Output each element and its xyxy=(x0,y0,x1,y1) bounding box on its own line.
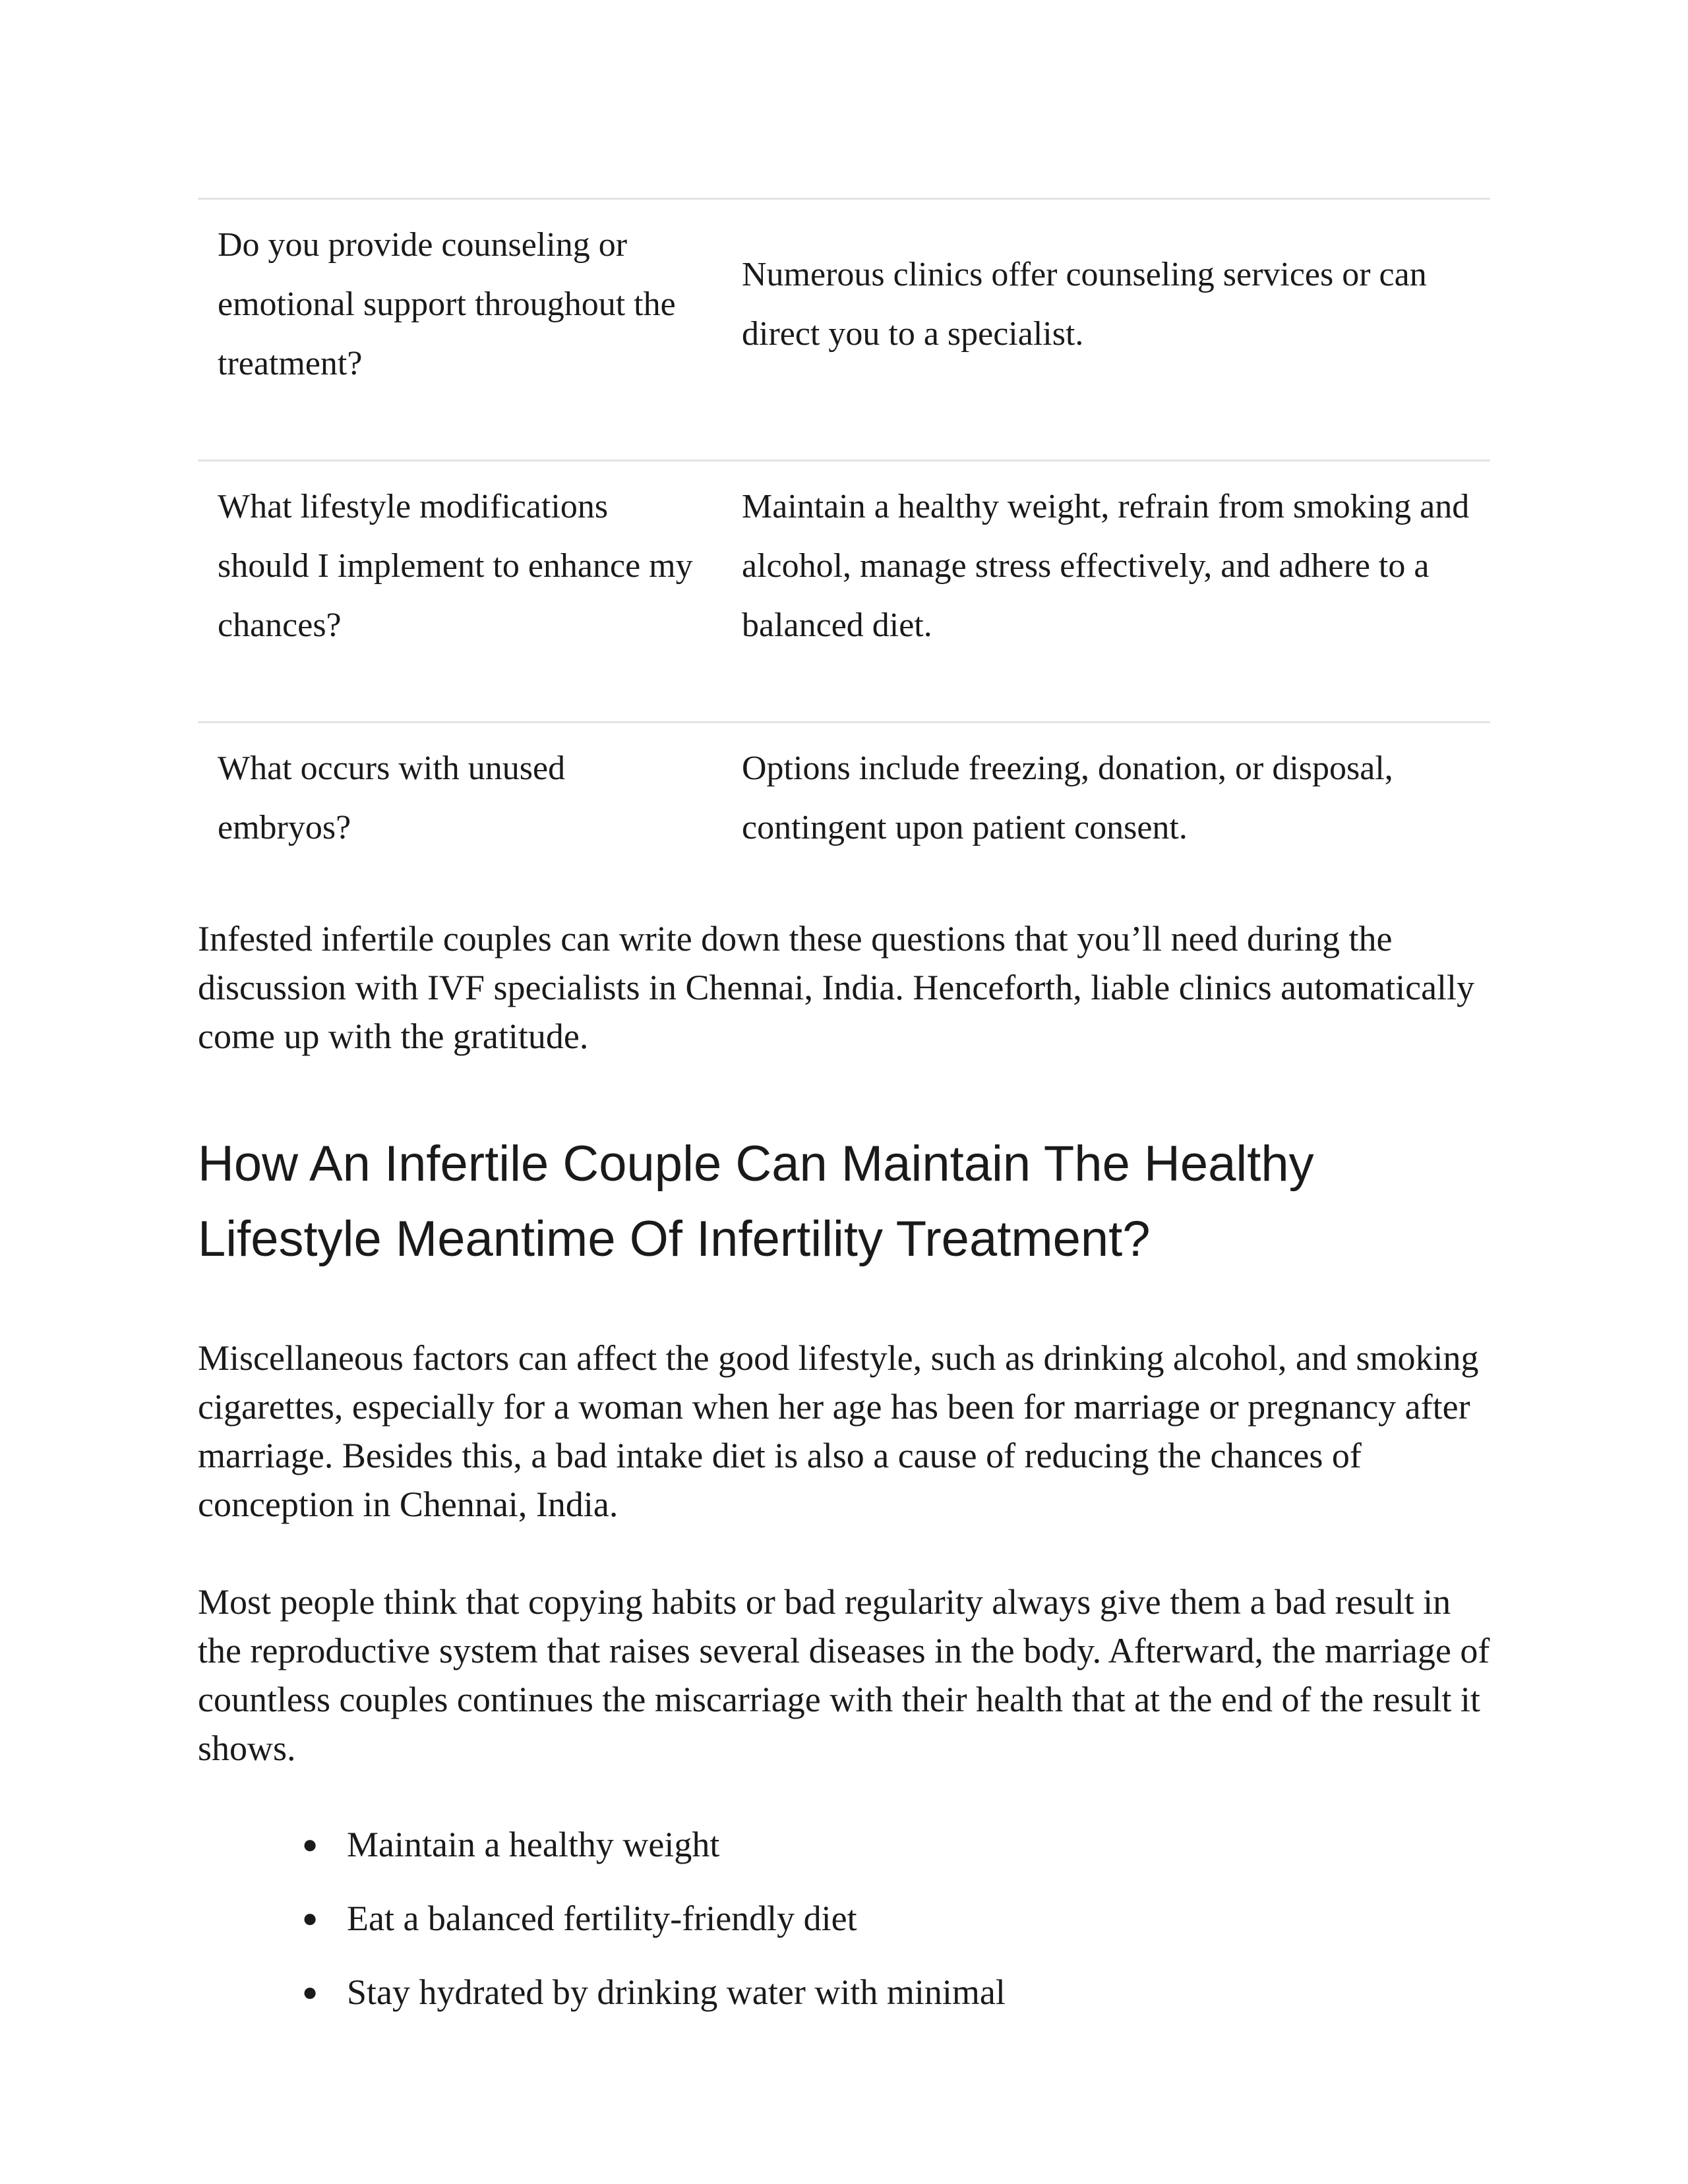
table-row xyxy=(198,461,1490,723)
faq-table xyxy=(198,198,1490,887)
body-paragraph: Miscellaneous factors can affect the good lifestyle, such as drinking alcohol, and smoking cigarettes, especially for a woman when her age has been for marriage or pregnancy after marriage. Besides this, a bad intake diet is also a cause of reducing the chances of conception in Chennai, India. xyxy=(198,1338,1479,1524)
faq-answer: Maintain a healthy weight, refrain from smoking and alcohol, manage stress effectively, and adhere to a balanced diet. xyxy=(742,488,1470,644)
faq-question: What lifestyle modifications should I implement to enhance my chances? xyxy=(218,488,693,644)
bullet-icon: ● xyxy=(302,1829,318,1859)
table-row xyxy=(198,199,1490,461)
bullet-icon: ● xyxy=(302,1977,318,2007)
lifestyle-tips-list xyxy=(198,1820,1490,2017)
intro-paragraph: Infested infertile couples can write down these questions that you’ll need during the discussion with IVF specialists in Chennai, India. Henceforth, liable clinics automatically come up with the gratitude. xyxy=(198,919,1475,1056)
table-row xyxy=(198,723,1490,887)
list-item xyxy=(198,1820,1490,1869)
list-item xyxy=(198,1894,1490,1943)
faq-answer: Numerous clinics offer counseling services or can direct you to a specialist. xyxy=(742,256,1427,353)
section-heading: How An Infertile Couple Can Maintain The Healthy Lifestyle Meantime Of Infertility Treatment? xyxy=(198,1136,1314,1267)
list-item xyxy=(198,1968,1490,2017)
faq-question: What occurs with unused embryos? xyxy=(218,750,566,846)
faq-answer: Options include freezing, donation, or disposal, contingent upon patient consent. xyxy=(742,750,1393,846)
list-item-text: Maintain a healthy weight xyxy=(347,1825,720,1864)
list-item-text: Eat a balanced fertility-friendly diet xyxy=(347,1899,857,1938)
document-page xyxy=(198,198,1490,2042)
faq-question: Do you provide counseling or emotional support throughout the treatment? xyxy=(218,226,676,382)
body-paragraph: Most people think that copying habits or bad regularity always give them a bad result in the reproductive system that raises several diseases in the body. Afterward, the marriage of countless couples continues the miscarriage with their health that at the end of the result it shows. xyxy=(198,1582,1490,1768)
bullet-icon: ● xyxy=(302,1903,318,1933)
list-item-text: Stay hydrated by drinking water with minimal xyxy=(347,1972,1006,2012)
